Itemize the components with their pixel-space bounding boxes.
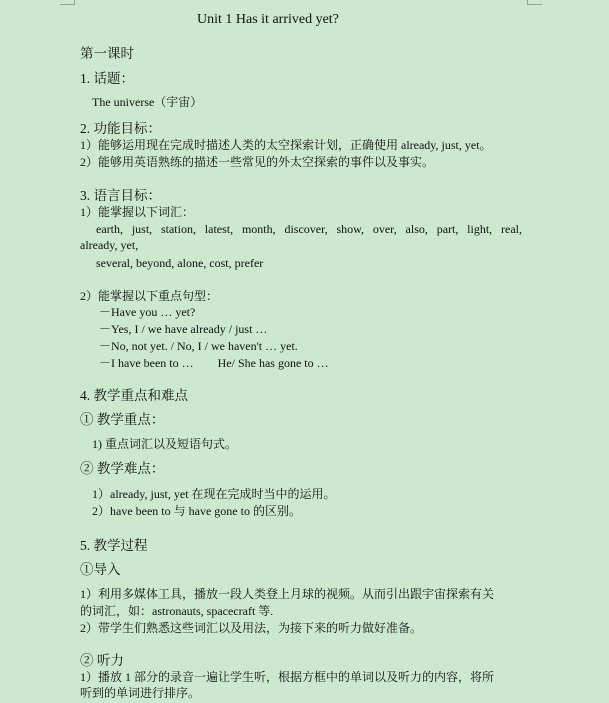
listening-label: ② 听力 — [80, 653, 124, 668]
key-points-heading: 4. 教学重点和难点 — [80, 388, 188, 403]
topic-content: The universe（宇宙） — [92, 95, 203, 109]
pattern-item: －Have you … yet? — [99, 305, 196, 319]
pattern-item: －No, not yet. / No, I / we haven't … yet. — [99, 339, 298, 353]
intro-line: 1）利用多媒体工具，播放一段人类登上月球的视频。从而引出跟宇宙探索有关 — [80, 587, 495, 601]
focus-label: ① 教学重点： — [80, 412, 165, 427]
vocab-intro: 1）能掌握以下词汇： — [80, 205, 195, 219]
difficulty-label: ② 教学难点： — [80, 461, 165, 476]
pattern-item: －Yes, I / we have already / just … — [99, 322, 268, 336]
topic-heading: 1. 话题： — [80, 71, 134, 86]
procedure-heading: 5. 教学过程 — [80, 538, 148, 553]
vocab-line: several, beyond, alone, cost, prefer — [96, 256, 264, 270]
document-title: Unit 1 Has it arrived yet? — [197, 12, 339, 27]
listening-line: 听到的单词进行排序。 — [80, 686, 201, 700]
function-goals-heading: 2. 功能目标： — [80, 121, 161, 136]
difficulty-item: 2）have been to 与 have gone to 的区别。 — [92, 504, 301, 518]
function-goal-item: 2）能够用英语熟练的描述一些常见的外太空探索的事件以及事实。 — [80, 155, 435, 169]
intro-line: 2）带学生们熟悉这些词汇以及用法，为接下来的听力做好准备。 — [80, 621, 423, 635]
vocab-line: already, yet, — [80, 238, 139, 252]
lesson-heading: 第一课时 — [80, 46, 134, 61]
function-goal-item: 1）能够运用现在完成时描述人类的太空探索计划，正确使用 already, just, yet。 — [80, 138, 492, 152]
patterns-intro: 2）能掌握以下重点句型： — [80, 289, 219, 303]
intro-line: 的词汇，如：astronauts, spacecraft 等. — [80, 604, 274, 618]
vocab-line: earth, just, station, latest, month, discover, show, over, also, part, light, real, — [96, 222, 522, 236]
focus-item: 1) 重点词汇以及短语句式。 — [92, 437, 237, 451]
pattern-item: －I have been to … He/ She has gone to … — [99, 356, 329, 370]
intro-label: ①导入 — [80, 562, 121, 577]
listening-line: 1）播放 1 部分的录音一遍让学生听，根据方框中的单词以及听力的内容，将所 — [80, 670, 495, 684]
difficulty-item: 1）already, just, yet 在现在完成时当中的运用。 — [92, 487, 336, 501]
language-goals-heading: 3. 语言目标： — [80, 188, 161, 203]
